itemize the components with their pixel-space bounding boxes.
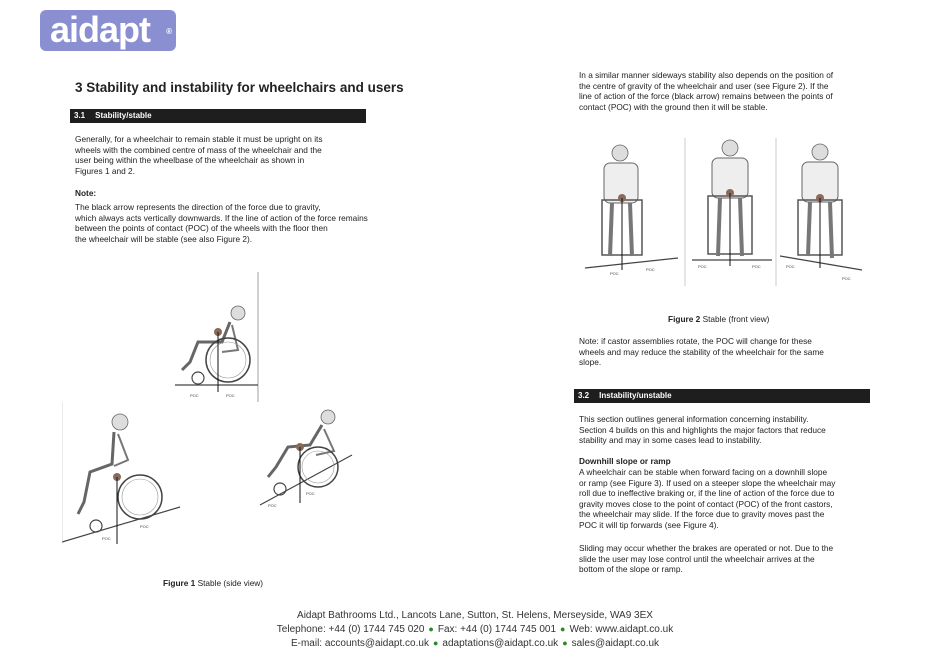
poc-label: POC	[268, 503, 277, 508]
text-line: contact (POC) with the ground then it will be stable.	[579, 101, 768, 112]
castor-note	[579, 336, 879, 368]
section-title: Instability/unstable	[599, 391, 672, 400]
figure-text: Stable (front view)	[700, 314, 770, 324]
page-heading: 3 Stability and instability for wheelchairs and users	[75, 80, 404, 95]
text-line: Note: if castor assemblies rotate, the POC will change for these	[579, 336, 812, 346]
text-line: wheels and may reduce the stability of the wheelchair for the same	[579, 346, 824, 357]
downhill-paragraph	[579, 467, 889, 531]
note-label: Note:	[75, 188, 97, 198]
section-bar-stable	[70, 109, 366, 123]
text-line: the wheelchair may slide. If the force due to gravity moves past the	[579, 509, 825, 520]
poc-label: POC	[226, 393, 235, 398]
intro-paragraph	[75, 134, 375, 176]
figure1-uphill-illustration	[62, 402, 182, 550]
footer-email-sales[interactable]: sales@aidapt.co.uk	[571, 638, 660, 649]
text-line: stability and may in some cases lead to instability.	[579, 435, 762, 446]
poc-label: POC	[752, 264, 761, 269]
poc-label: POC	[786, 264, 795, 269]
text-line: gravity moves close to the point of contact (POC) of the front castors,	[579, 498, 833, 509]
figure-label: Figure 2	[668, 314, 701, 324]
figure1-downhill-illustration	[240, 405, 355, 520]
poc-label: POC	[698, 264, 707, 269]
text-line: This section outlines general information concerning instability.	[579, 414, 809, 424]
poc-label: POC	[140, 524, 149, 529]
footer-email-accounts[interactable]: E-mail: accounts@aidapt.co.uk	[290, 638, 429, 649]
text-line: Figures 1 and 2.	[75, 165, 135, 176]
footer-telephone: Telephone: +44 (0) 1744 745 020	[276, 624, 425, 635]
text-line: Generally, for a wheelchair to remain stable it must be upright on its	[75, 134, 323, 144]
text-line: slope.	[579, 357, 602, 368]
footer-fax: Fax: +44 (0) 1744 745 001	[437, 624, 556, 635]
text-line: between the points of contact (POC) of the wheels with the floor then	[75, 223, 328, 234]
poc-label: POC	[102, 536, 111, 541]
text-line: slide the user may lose control until the wheelchair arrives at the	[579, 553, 815, 564]
text-line: or ramp (see Figure 3). If used on a steeper slope the wheelchair may	[579, 477, 836, 488]
footer-emails	[0, 637, 950, 650]
instability-intro	[579, 414, 879, 446]
figure2-front-view-illustration	[580, 138, 865, 288]
poc-label: POC	[646, 267, 655, 272]
section-bar-unstable	[574, 389, 870, 403]
text-line: The black arrow represents the direction of the force due to gravity,	[75, 202, 321, 212]
text-line: In a similar manner sideways stability also depends on the position of	[579, 70, 834, 80]
figure-label: Figure 1	[163, 578, 196, 588]
figure-text: Stable (side view)	[195, 578, 264, 588]
footer-email-adaptations[interactable]: adaptations@aidapt.co.uk	[442, 638, 559, 649]
bullet-icon: ●	[432, 638, 439, 648]
downhill-subheading: Downhill slope or ramp	[579, 456, 671, 466]
sideways-stability-paragraph	[579, 70, 879, 112]
figure2-caption	[668, 314, 769, 324]
registered-mark: ®	[166, 27, 172, 36]
footer-web[interactable]: Web: www.aidapt.co.uk	[569, 624, 674, 635]
bullet-icon: ●	[428, 624, 434, 634]
text-line: Section 4 builds on this and highlights the major factors that reduce	[579, 424, 826, 435]
text-line: line of action of the force (black arrow) remains between the points of	[579, 91, 833, 102]
text-line: A wheelchair can be stable when forward facing on a downhill slope	[579, 467, 828, 477]
text-line: wheels with the combined centre of mass of the wheelchair and the	[75, 144, 322, 155]
text-line: Sliding may occur whether the brakes are operated or not. Due to the	[579, 543, 834, 553]
text-line: the centre of gravity of the wheelchair and user (see Figure 2). If the	[579, 80, 829, 91]
text-line: user being within the wheelbase of the wheelchair as shown in	[75, 155, 305, 166]
section-number: 3.2	[578, 391, 590, 400]
text-line: POC it will tip forwards (see Figure 4).	[579, 519, 719, 530]
text-line: the wheelchair will be stable (see also Figure 2).	[75, 233, 253, 244]
poc-label: POC	[842, 276, 851, 281]
bullet-icon: ●	[562, 638, 568, 648]
figure1-caption	[163, 578, 263, 588]
poc-label: POC	[190, 393, 199, 398]
bullet-icon: ●	[560, 624, 566, 634]
text-line: bottom of the slope or ramp.	[579, 564, 683, 575]
sliding-paragraph	[579, 543, 879, 575]
figure1-level-illustration	[160, 270, 265, 405]
section-title: Stability/stable	[95, 111, 152, 120]
text-line: roll due to ineffective braking or, if the line of action of the force due to	[579, 488, 835, 499]
poc-label: POC	[306, 491, 315, 496]
poc-label: POC	[610, 271, 619, 276]
section-number: 3.1	[74, 111, 86, 120]
text-line: which always acts vertically downwards. If the line of action of the force remains	[75, 212, 368, 223]
footer-address: Aidapt Bathrooms Ltd., Lancots Lane, Sutton, St. Helens, Merseyside, WA9 3EX	[297, 610, 653, 621]
note-paragraph	[75, 202, 415, 244]
aidapt-logo	[40, 10, 176, 51]
logo-text: aidapt	[50, 9, 151, 50]
footer-contacts	[0, 623, 950, 636]
